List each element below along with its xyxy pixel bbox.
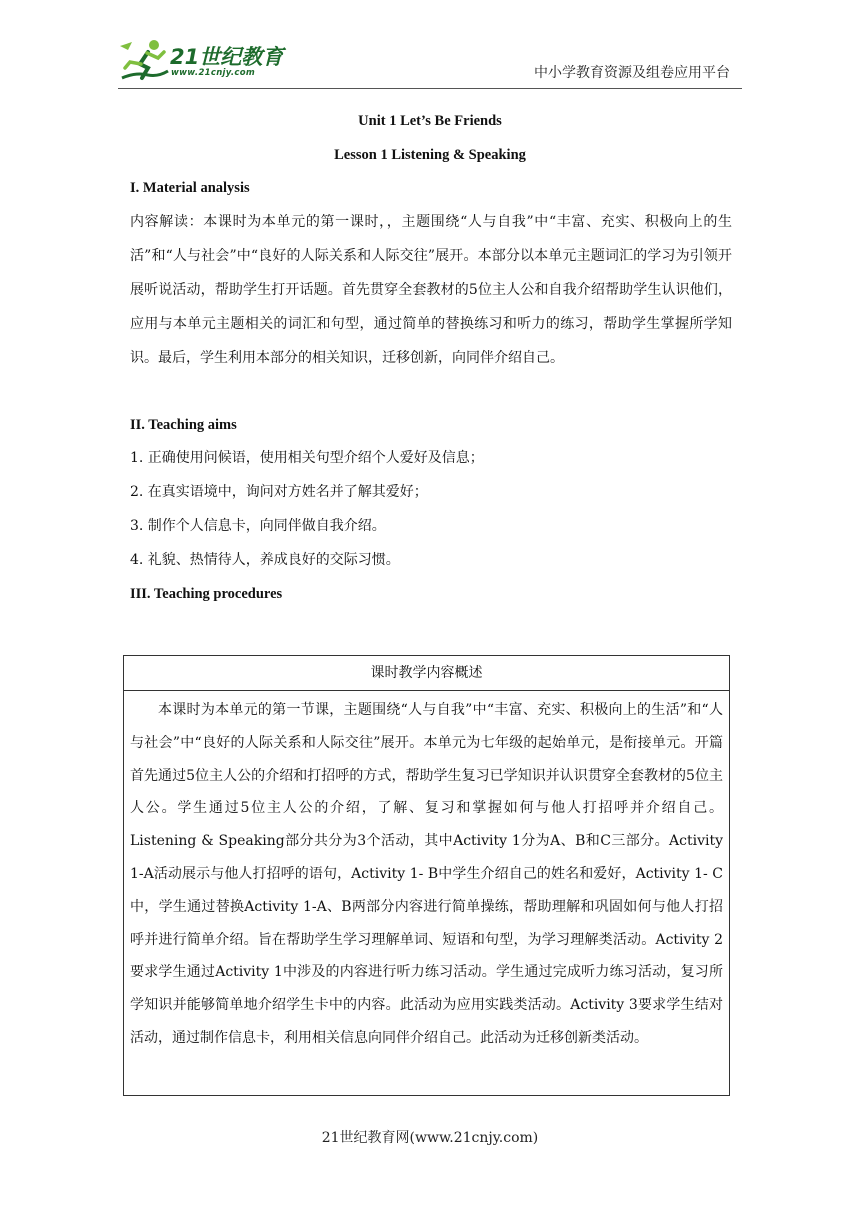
header-divider <box>118 88 742 89</box>
overview-table <box>123 655 730 1096</box>
page-header <box>0 0 860 90</box>
teaching-aims-heading: II. Teaching aims <box>130 417 237 433</box>
material-analysis-heading: I. Material analysis <box>130 180 250 196</box>
logo <box>118 38 293 84</box>
list-item: 2. 在真实语境中，询问对方姓名并了解其爱好； <box>130 484 428 500</box>
unit-title: Unit 1 Let’s Be Friends <box>358 113 502 129</box>
teaching-procedures-heading: III. Teaching procedures <box>130 586 283 602</box>
list-item: 1. 正确使用问候语，使用相关句型介绍个人爱好及信息； <box>130 450 484 466</box>
table-header: 课时教学内容概述 <box>124 656 729 691</box>
logo-url: www.21cnjy.com <box>171 68 255 78</box>
page-footer: 21世纪教育网(www.21cnjy.com) <box>321 1130 539 1146</box>
table-content: 本课时为本单元的第一节课，主题围绕“人与自我”中“丰富、充实、积极向上的生活”和“人与社会”中“良好的人际关系和人际交往”展开。本单元为七年级的起始单元，是衔接单元。开篇首先通过5位主人公的介绍和打招呼的方式，帮助学生复习已学知识并认识贯穿全套教材的5位主人公。学生通过5位主人公的介绍，了解、复习和掌握如何与他人打招呼并介绍自己。Listening & Speaking部分共分为3个活动，其中Activity 1分为A、B和C三部分。Activity 1-A活动展示与他人打招呼的语句，Activity 1- B中学生介绍自己的姓名和爱好，Activity 1- C中，学生通过替换Activity 1-A、B两部分内容进行简单操练，帮助理解和巩固如何与他人打招呼并进行简单介绍。旨在帮助学生学习理解单词、短语和句型，为学习理解类活动。Activity 2要求学生通过Activity 1中涉及的内容进行听力练习活动。学生通过完成听力练习活动，复习所学知识并能够简单地介绍学生卡中的内容。此活动为应用实践类活动。Activity 3要求学生结对活动，通过制作信息卡，利用相关信息向同伴介绍自己。此活动为迁移创新类活动。 <box>130 702 723 1046</box>
teaching-aims-list <box>130 441 730 577</box>
material-analysis-text: 内容解读：本课时为本单元的第一课时，，主题围绕“人与自我”中“丰富、充实、积极向上的生活”和“人与社会”中“良好的人际关系和人际交往”展开。本部分以本单元主题词汇的学习为引领开展听说活动，帮助学生打开话题。首先贯穿全套教材的5位主人公和自我介绍帮助学生认识他们，应用与本单元主题相关的词汇和句型，通过简单的替换练习和听力的练习，帮助学生掌握所学知识。最后，学生利用本部分的相关知识，迁移创新，向同伴介绍自己。 <box>130 214 732 366</box>
list-item: 4. 礼貌、热情待人，养成良好的交际习惯。 <box>130 552 400 568</box>
lesson-title: Lesson 1 Listening & Speaking <box>334 147 526 163</box>
list-item: 3. 制作个人信息卡，向同伴做自我介绍。 <box>130 518 386 534</box>
runner-logo-icon <box>118 38 170 84</box>
platform-title: 中小学教育资源及组卷应用平台 <box>534 65 730 81</box>
logo-text: 21世纪教育 <box>170 45 284 69</box>
